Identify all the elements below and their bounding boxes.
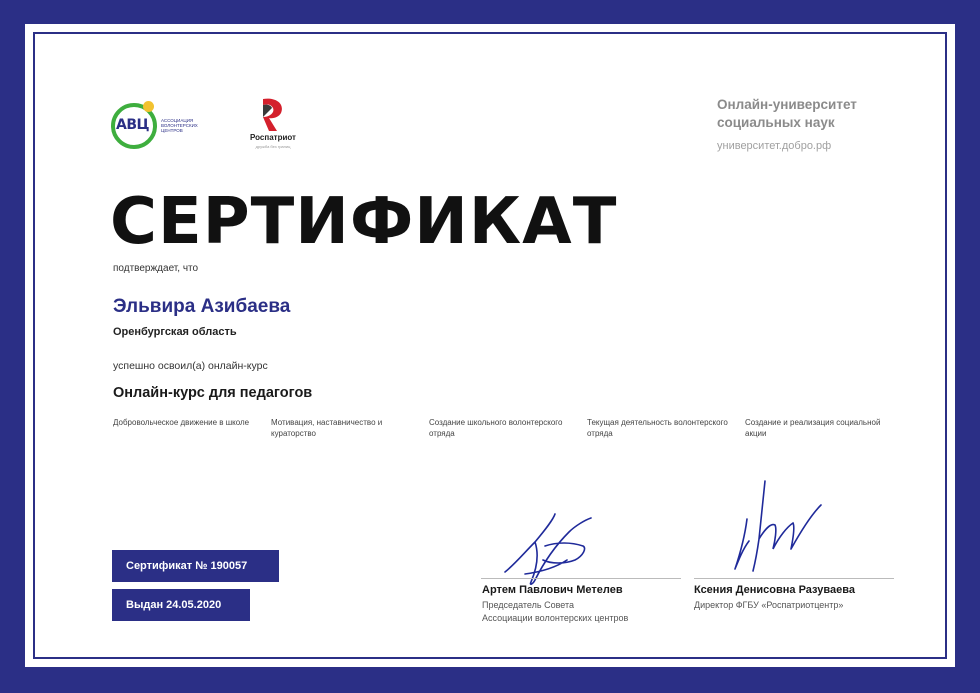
signatory-name: Артем Павлович Метелев [482,584,623,596]
certificate-number-badge [112,550,279,582]
signatory-role-line: Председатель Совета [482,600,574,610]
university-title [717,96,917,132]
issue-date: Выдан 24.05.2020 [126,599,222,611]
course-topic: Мотивация, наставничество и кураторство [271,418,383,438]
course-topic: Добровольческое движение в школе [113,418,250,427]
signatory-role [482,599,682,625]
avc-logo-abbr: АВЦ [116,117,149,133]
certificate-sheet [25,24,955,667]
course-topics [113,418,933,439]
course-name: Онлайн-курс для педагогов [113,385,313,401]
signatory-name: Ксения Денисовна Разуваева [694,584,855,596]
confirms-text: подтверждает, что [113,263,199,274]
recipient-region: Оренбургская область [113,326,237,338]
avc-logo-subtitle: АССОЦИАЦИЯ ВОЛОНТЕРСКИХ ЦЕНТРОВ [161,118,198,133]
university-title-line1: Онлайн-университет [717,97,857,112]
signatory-role [694,599,914,612]
signatory-role-line: Ассоциации волонтерских центров [482,613,629,623]
signature-line [694,578,894,579]
signature-line [481,578,681,579]
avc-logo-dot [143,101,154,112]
rospatriot-subtitle: дружба без границ [255,144,291,149]
course-topic: Текущая деятельность волонтерского отряда [587,418,728,438]
course-topic: Создание школьного волонтерского отряда [429,418,563,438]
course-topic: Создание и реализация социальной акции [745,418,881,438]
certificate-number: Сертификат № 190057 [126,560,248,572]
recipient-name: Эльвира Азибаева [113,296,291,317]
university-url: университет.добро.рф [717,140,832,152]
rospatriot-mark-icon [259,97,287,133]
university-title-line2: социальных наук [717,115,835,130]
signatory-role-line: Директор ФГБУ «Роспатриотцентр» [694,600,844,610]
rospatriot-name: Роспатриот [250,133,296,142]
issue-date-badge [112,589,250,621]
rospatriot-logo [243,97,313,159]
mastered-text: успешно освоил(а) онлайн-курс [113,360,268,372]
avc-logo [111,101,207,151]
certificate-title: СЕРТИФИКАТ [110,185,618,259]
signature-razuvaeva [725,479,835,579]
